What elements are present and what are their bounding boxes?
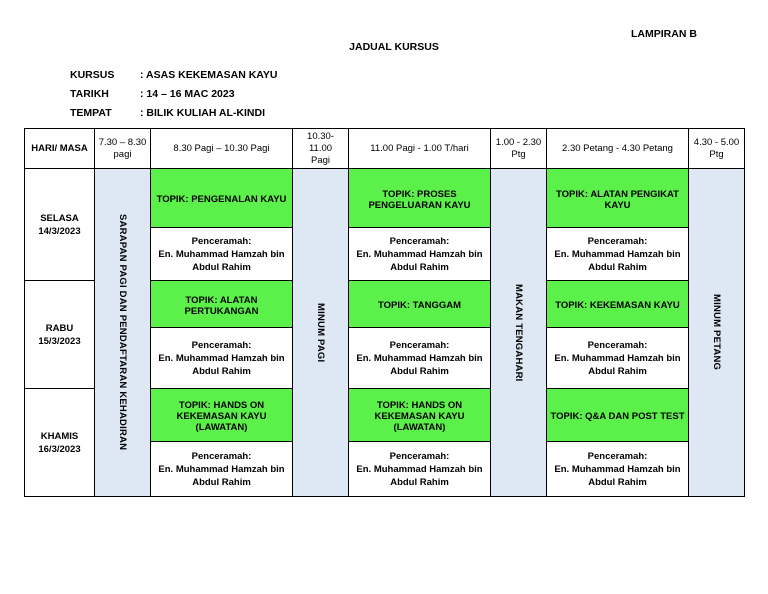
topic-cell: TOPIK: HANDS ON KEKEMASAN KAYU (LAWATAN) (151, 389, 293, 442)
lecturer-name-cont: Abdul Rahim (390, 261, 449, 273)
day-name: RABU (45, 322, 74, 334)
break-label: MINUM PETANG (711, 294, 722, 371)
topic-cell: TOPIK: KEKEMASAN KAYU (547, 281, 689, 328)
lecturer-label: Penceramah: (587, 450, 648, 462)
lecturer-name: En. Muhammad Hamzah bin (158, 352, 285, 364)
lecturer-cell (151, 328, 293, 389)
lecturer-cell (547, 328, 689, 389)
day-cell-rabu (25, 281, 95, 389)
break-label: MAKAN TENGAHARI (513, 283, 524, 382)
day-date: 16/3/2023 (38, 443, 81, 455)
lecturer-cell (151, 442, 293, 497)
lecturer-name-cont: Abdul Rahim (390, 476, 449, 488)
break-label: MINUM PAGI (315, 302, 326, 363)
lecturer-name: En. Muhammad Hamzah bin (554, 463, 681, 475)
lecturer-label: Penceramah: (389, 339, 450, 351)
appendix-label: LAMPIRAN B (631, 28, 697, 40)
lecturer-name-cont: Abdul Rahim (588, 261, 647, 273)
lecturer-label: Penceramah: (191, 235, 252, 247)
venue-value: : BILIK KULIAH AL-KINDI (140, 107, 266, 119)
venue-label: TEMPAT (70, 107, 112, 119)
header-slot-2: 8.30 Pagi – 10.30 Pagi (151, 129, 293, 169)
topic-cell: TOPIK: Q&A DAN POST TEST (547, 389, 689, 442)
lecturer-name: En. Muhammad Hamzah bin (158, 248, 285, 260)
lecturer-name-cont: Abdul Rahim (192, 476, 251, 488)
lecturer-name-cont: Abdul Rahim (588, 365, 647, 377)
topic-cell: TOPIK: ALATAN PENGIKAT KAYU (547, 169, 689, 228)
lecturer-name: En. Muhammad Hamzah bin (356, 248, 483, 260)
lecturer-label: Penceramah: (191, 339, 252, 351)
lecturer-label: Penceramah: (389, 235, 450, 247)
lecturer-name-cont: Abdul Rahim (192, 261, 251, 273)
date-label: TARIKH (70, 88, 109, 100)
topic-cell: TOPIK: TANGGAM (349, 281, 491, 328)
day-cell-selasa (25, 169, 95, 281)
day-cell-khamis (25, 389, 95, 497)
header-slot-5: 1.00 - 2.30 Ptg (491, 129, 547, 169)
header-slot-3: 10.30- 11.00 Pagi (293, 129, 349, 169)
lecturer-cell (151, 228, 293, 281)
lecturer-name: En. Muhammad Hamzah bin (554, 248, 681, 260)
lecturer-cell (547, 228, 689, 281)
lecturer-label: Penceramah: (191, 450, 252, 462)
day-row-selasa-topic (25, 169, 745, 228)
lecturer-name-cont: Abdul Rahim (390, 365, 449, 377)
break-morning-tea (293, 169, 349, 497)
topic-cell: TOPIK: HANDS ON KEKEMASAN KAYU (LAWATAN) (349, 389, 491, 442)
break-label: SARAPAN PAGI DAN PENDAFTARAN KEHADIRAN (117, 214, 128, 451)
course-label: KURSUS (70, 69, 115, 81)
date-value: : 14 – 16 MAC 2023 (140, 88, 235, 100)
lecturer-name: En. Muhammad Hamzah bin (554, 352, 681, 364)
day-name: KHAMIS (40, 430, 79, 442)
break-afternoon-tea (689, 169, 745, 497)
lecturer-name: En. Muhammad Hamzah bin (356, 352, 483, 364)
day-date: 15/3/2023 (38, 335, 81, 347)
lecturer-cell (349, 442, 491, 497)
day-name: SELASA (40, 212, 79, 224)
topic-cell: TOPIK: PENGENALAN KAYU (151, 169, 293, 228)
lecturer-cell (349, 328, 491, 389)
header-slot-7: 4.30 - 5.00 Ptg (689, 129, 745, 169)
schedule-table (24, 128, 745, 497)
lecturer-name: En. Muhammad Hamzah bin (356, 463, 483, 475)
lecturer-cell (547, 442, 689, 497)
lecturer-label: Penceramah: (587, 235, 648, 247)
header-day-time: HARI/ MASA (25, 129, 95, 169)
lecturer-cell (349, 228, 491, 281)
header-row (25, 129, 745, 169)
header-slot-6: 2.30 Petang - 4.30 Petang (547, 129, 689, 169)
lecturer-name: En. Muhammad Hamzah bin (158, 463, 285, 475)
lecturer-label: Penceramah: (389, 450, 450, 462)
topic-cell: TOPIK: ALATAN PERTUKANGAN (151, 281, 293, 328)
lecturer-name-cont: Abdul Rahim (588, 476, 647, 488)
topic-cell: TOPIK: PROSES PENGELUARAN KAYU (349, 169, 491, 228)
break-breakfast-registration (95, 169, 151, 497)
lecturer-name-cont: Abdul Rahim (192, 365, 251, 377)
header-slot-4: 11.00 Pagi - 1.00 T/hari (349, 129, 491, 169)
day-date: 14/3/2023 (38, 225, 81, 237)
header-slot-1: 7.30 – 8.30 pagi (95, 129, 151, 169)
page-title: JADUAL KURSUS (349, 41, 439, 53)
lecturer-label: Penceramah: (587, 339, 648, 351)
break-lunch (491, 169, 547, 497)
course-value: : ASAS KEKEMASAN KAYU (140, 69, 278, 81)
